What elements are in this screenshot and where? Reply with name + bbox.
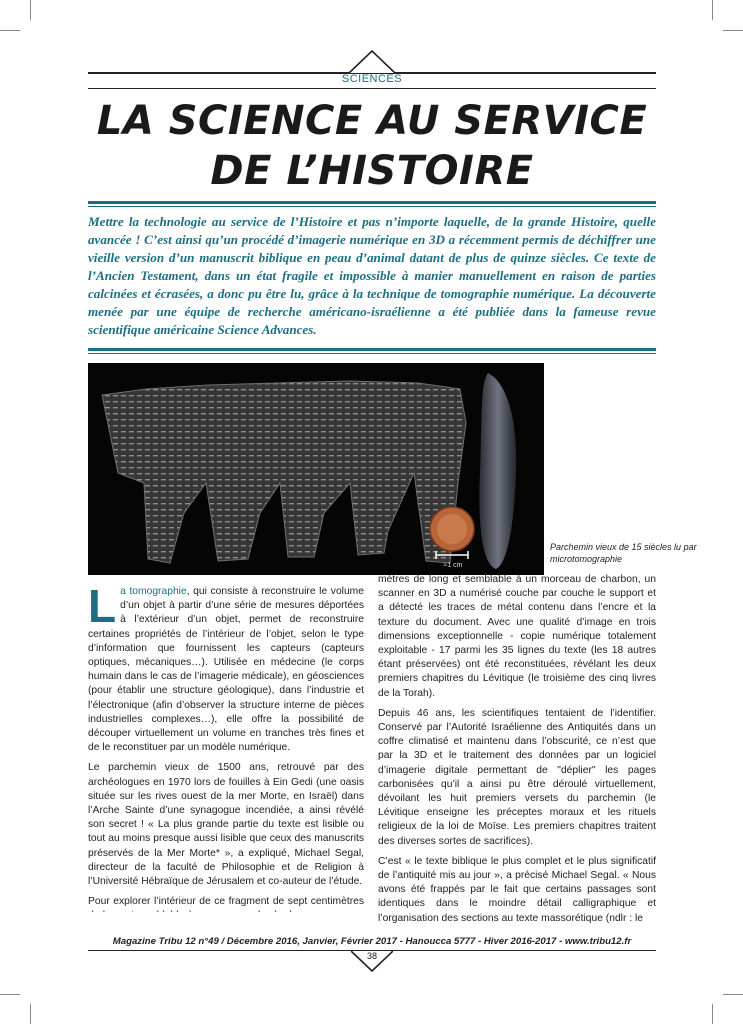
- header-triangle-ornament: [349, 50, 395, 74]
- title-line: LA SCIENCE AU SERVICE: [96, 98, 648, 144]
- drop-cap: L: [88, 580, 117, 632]
- crop-mark: [30, 1004, 31, 1024]
- paragraph-text: , qui consiste à reconstruire le volume d’un objet à partir d’une série de mesures déportées à l’extérieur d’un objet, permet de reconstruire certaines propriétés de l’intérieur de l’objet, selon le type d’information que fournissent les capteurs (capteurs optiques, mécaniques…). Utilisée en médecine (le corps humain dans le cas de l’imagerie médicale), en géosciences (pour établir une structure géologique), dans l’industrie et l’électronique (afin d’observer la structure interne de pièces industrielles complexes…), elle offre la possibilité de découper virtuellement un volume en tranches très fines et de le reconstituer par un modèle numérique.: [88, 586, 364, 754]
- body-paragraph: Depuis 46 ans, les scientifiques tentaient de l’identifier. Conservé par l’Autorité Israélienne des Antiquités dans un coffre climatisé et maintenu dans l’obscurité, ce n’est que par la 3D et le traitement des données par un logiciel d’imagerie digitale permettant de "déplier" les pages carbonisées qu’il a ainsi pu être déroulé virtuellement, dévoilant les huit premiers versets du parchemin (le Lévitique enseigne les préceptes moraux et les rituels religieux de la loi de Moïse. Les premiers chapitres traitent des diverses sortes de sacrifices).: [378, 707, 656, 847]
- intro-bottom-rule: [88, 353, 656, 354]
- title-line: DE L’HISTOIRE: [210, 148, 534, 194]
- intro-paragraph: Mettre la technologie au service de l’Histoire et pas n’importe laquelle, de la grande Histoire, quelle avancée ! C’est ainsi qu’un procédé d’imagerie numérique en 3D a récemment permis de déchiffrer une vieille version d’un manuscrit biblique en peau d’animal datant de plus de quinze siècles. Ce texte de l’Ancien Testament, dans un état fragile et impossible à manier manuellement en raison de parties calcinées et écrasées, a donc pu être lu, grâce à la technique de tomographie numérique. La découverte menée par une équipe de recherche américano-israélienne a été publiée dans la fameuse revue scientifique américaine Science Advances.: [88, 214, 656, 337]
- body-paragraph: Le parchemin vieux de 1500 ans, retrouvé par des archéologues en 1970 lors de fouilles à Ein Gedi (une oasis située sur les rives ouest de la mer Morte, en Israël) dans l’Arche Sainte d’une synagogue incendiée, a ainsi révélé son secret ! « La plus grande partie du texte est lisible ou tout au moins presque aussi lisible que ceux des manuscrits préservés de la Mer Morte* », a expliqué, Michael Segal, directeur de la faculté de Philosophie et de Religion à l’Université Hébraïque de Jérusalem et co-auteur de l’étude.: [88, 762, 364, 888]
- intro-top-rule: [88, 201, 656, 204]
- scroll-photo: [88, 363, 544, 575]
- body-paragraph-continued: mètres de long et semblable à un morceau de charbon, un scanner en 3D a numérisé couche par couche le support et a détecté les traces de métal contenu dans l’encre et la texture du document. Avec une qualité d’image en trois dimensions exceptionnelle - copie numérique totalement exploitable - 17 parmi les 35 lignes du texte (les 18 autres étant préservées) ont été reconstituées, révélant les deux premiers chapitres du Lévitique (le troisième des cinq livres de la Torah).: [378, 574, 656, 699]
- crop-mark: [712, 1004, 713, 1024]
- intro-bottom-rule: [88, 348, 656, 351]
- body-paragraph: C’est « le texte biblique le plus complet et le plus significatif de l’antiquité mis au jour », a précisé Michael Segal. « Nous avons été frappés par le fait que certains passages sont identiques dans le moindre détail calligraphique et l’organisation des sections au texte massorétique (ndlr : le: [378, 855, 656, 924]
- crop-mark: [723, 994, 743, 995]
- page-number: 38: [366, 951, 377, 961]
- section-label: SCIENCES: [341, 73, 403, 85]
- scale-label: ≈1 cm: [443, 562, 463, 569]
- crop-mark: [712, 0, 713, 20]
- magazine-footer: Magazine Tribu 12 n°49 / Décembre 2016, Janvier, Février 2017 - Hanoucca 5777 - Hiver 2016-2017 - www.tribu12.fr: [112, 936, 632, 947]
- body-paragraph: Pour explorer l’intérieur de ce fragment de sept centimètres: [88, 896, 364, 908]
- article-title: [88, 96, 656, 196]
- body-column-right: [378, 574, 656, 932]
- photo-caption: Parchemin vieux de 15 siècles lu par microtomographie: [550, 542, 697, 564]
- body-column-left: [88, 580, 364, 912]
- crop-mark: [0, 30, 20, 31]
- crop-mark: [0, 994, 20, 995]
- section-underline: [88, 88, 656, 89]
- crop-mark: [723, 30, 743, 31]
- lead-highlight: a tomographie: [120, 586, 187, 597]
- crop-mark: [30, 0, 31, 20]
- body-paragraph: [88, 580, 364, 755]
- intro-top-rule: [88, 206, 656, 207]
- scroll-illustration: [88, 363, 544, 575]
